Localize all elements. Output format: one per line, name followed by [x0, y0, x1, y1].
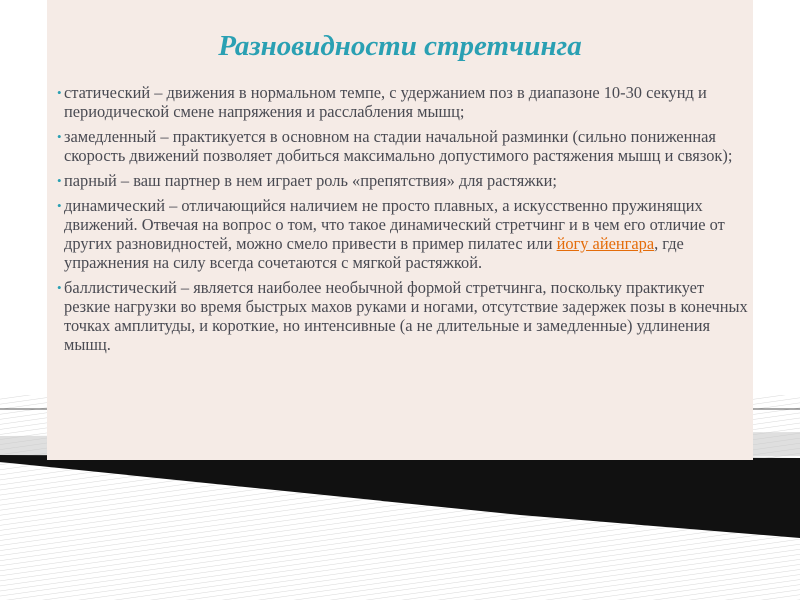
list-item	[58, 278, 748, 354]
bullet-text-pair: парный – ваш партнер в нем играет роль «препятствия» для растяжки;	[64, 171, 557, 190]
slide-title: Разновидности стретчинга	[218, 30, 582, 62]
list-item	[58, 196, 748, 272]
iyengar-yoga-link[interactable]: йогу айенгара	[556, 234, 655, 253]
bullet-text-dynamic	[64, 196, 725, 272]
bullet-text-slow: замедленный – практикуется в основном на стадии начальной разминки (сильно пониженная скорость движений позволяет добиться максимально допустимого растяжения мышц и связок);	[64, 127, 733, 165]
bullet-marker: •	[57, 85, 62, 100]
list-item	[58, 171, 748, 190]
bullet-list	[58, 83, 748, 360]
bullet-text-ballistic: баллистический – является наиболее необычной формой стретчинга, поскольку практикует резкие нагрузки во время быстрых махов руками и ногами, отсутствие задержек позы в конечных точках амплитуды, и короткие, но интенсивные (а не длительные и замедленные) удлинения мышц.	[64, 278, 748, 354]
bullet-marker: •	[57, 129, 62, 144]
bullet-marker: •	[57, 198, 62, 213]
list-item	[58, 83, 748, 121]
bullet-marker: •	[57, 173, 62, 188]
bullet-text-dynamic-before: динамический – отличающийся наличием не просто плавных, а искусственно пружинящих движений. Отвечая на вопрос о том, что такое динамический стретчинг и в чем его отличие от других разновидностей, можно смело привести в пример пилатес или	[64, 196, 725, 253]
bullet-marker: •	[57, 280, 62, 295]
bullet-text-dynamic-after: , где упражнения на силу всегда сочетаются с мягкой растяжкой.	[64, 234, 684, 272]
bullet-text-static: статический – движения в нормальном темпе, с удержанием поз в диапазоне 10-30 секунд и периодической смене напряжения и расслабления мышц;	[64, 83, 707, 121]
list-item	[58, 127, 748, 165]
